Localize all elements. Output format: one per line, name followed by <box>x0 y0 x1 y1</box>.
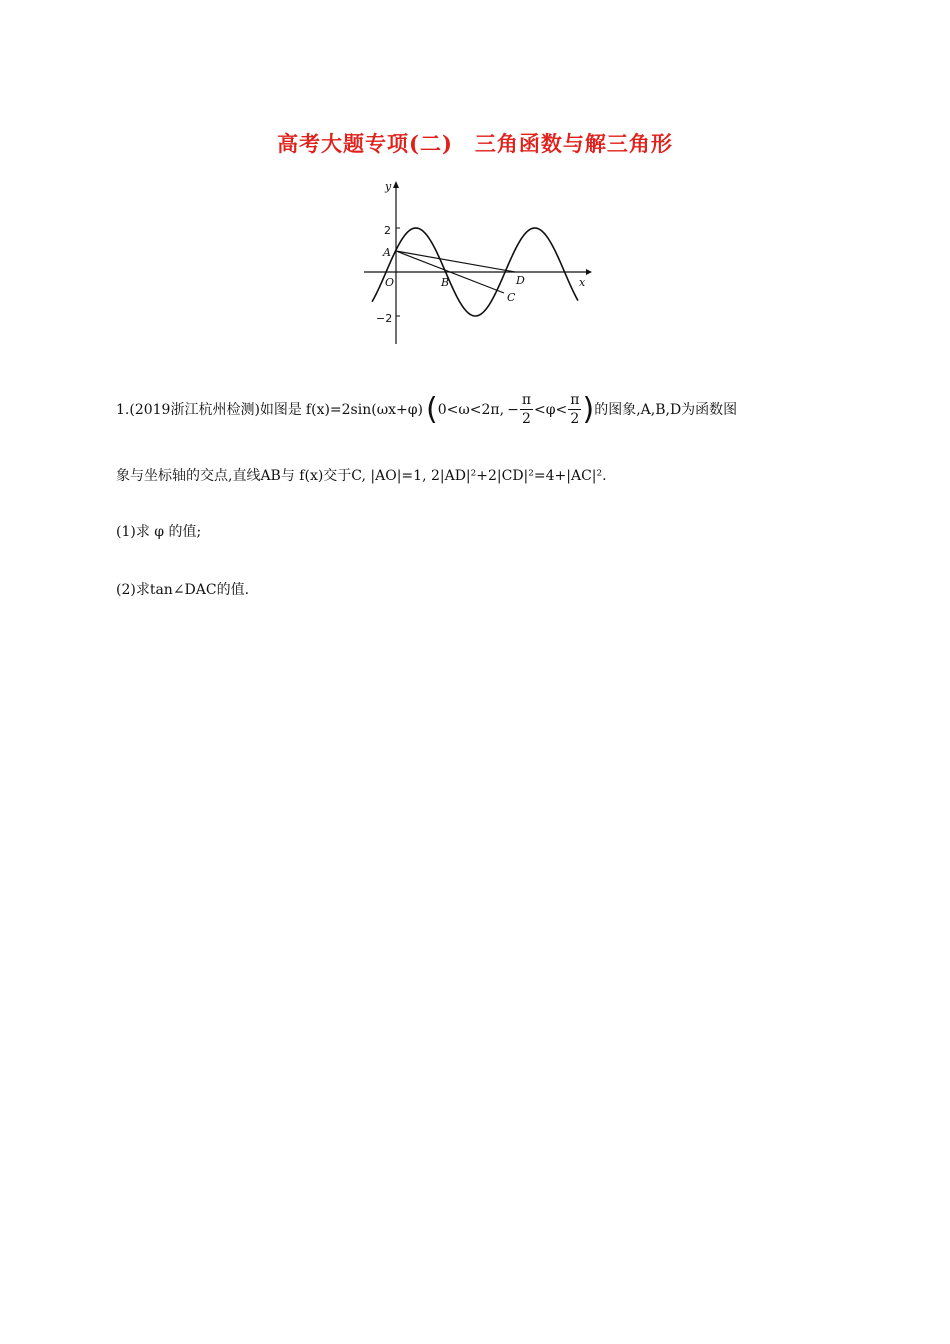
page-title: 高考大题专项(二) 三角函数与解三角形 <box>277 131 673 156</box>
fraction-denominator: 2 <box>570 411 580 427</box>
point-C-label: C <box>507 291 516 304</box>
fraction-pi-over-2 <box>568 392 581 428</box>
paren-close: ) <box>582 392 595 427</box>
phi-condition: <φ< <box>534 402 568 418</box>
question-2: (2)求tan∠DAC的值. <box>116 582 250 598</box>
point-D-label: D <box>516 274 525 287</box>
problem-source: (2019浙江杭州检测) <box>129 402 260 418</box>
function-graph-figure <box>358 176 594 348</box>
y-axis-label: y <box>385 180 392 193</box>
tick-label-2: 2 <box>384 224 391 237</box>
problem-line-2: 象与坐标轴的交点,直线AB与 f(x)交于C, |AO|=1, 2|AD|²+2|CD|²=4+|AC|². <box>116 468 607 484</box>
omega-condition: 0<ω<2π, <box>437 402 505 418</box>
question-1: (1)求 φ 的值; <box>116 524 202 540</box>
problem-number: 1. <box>116 402 130 418</box>
point-A-label: A <box>383 246 391 259</box>
problem-after-text: 的图象,A,B,D为函数图 <box>594 402 738 418</box>
fraction-numerator: π <box>570 392 580 408</box>
graph-svg <box>358 176 594 348</box>
x-axis-label: x <box>579 276 586 289</box>
fraction-denominator: 2 <box>521 411 531 427</box>
y-axis-arrow <box>393 181 399 188</box>
fraction-numerator: π <box>521 392 532 408</box>
x-axis-arrow <box>586 269 592 275</box>
tick-label-neg2: −2 <box>376 312 393 325</box>
problem-line-1 <box>116 392 856 428</box>
function-expression: f(x)=2sin(ωx+φ) <box>305 402 424 418</box>
point-B-label: B <box>441 276 450 289</box>
origin-label: O <box>385 276 395 289</box>
minus-sign: − <box>507 402 519 418</box>
fraction-neg-pi-over-2 <box>520 392 533 428</box>
problem-intro: 如图是 <box>259 402 302 418</box>
paren-open: ( <box>426 392 438 427</box>
line-AD <box>396 251 515 272</box>
